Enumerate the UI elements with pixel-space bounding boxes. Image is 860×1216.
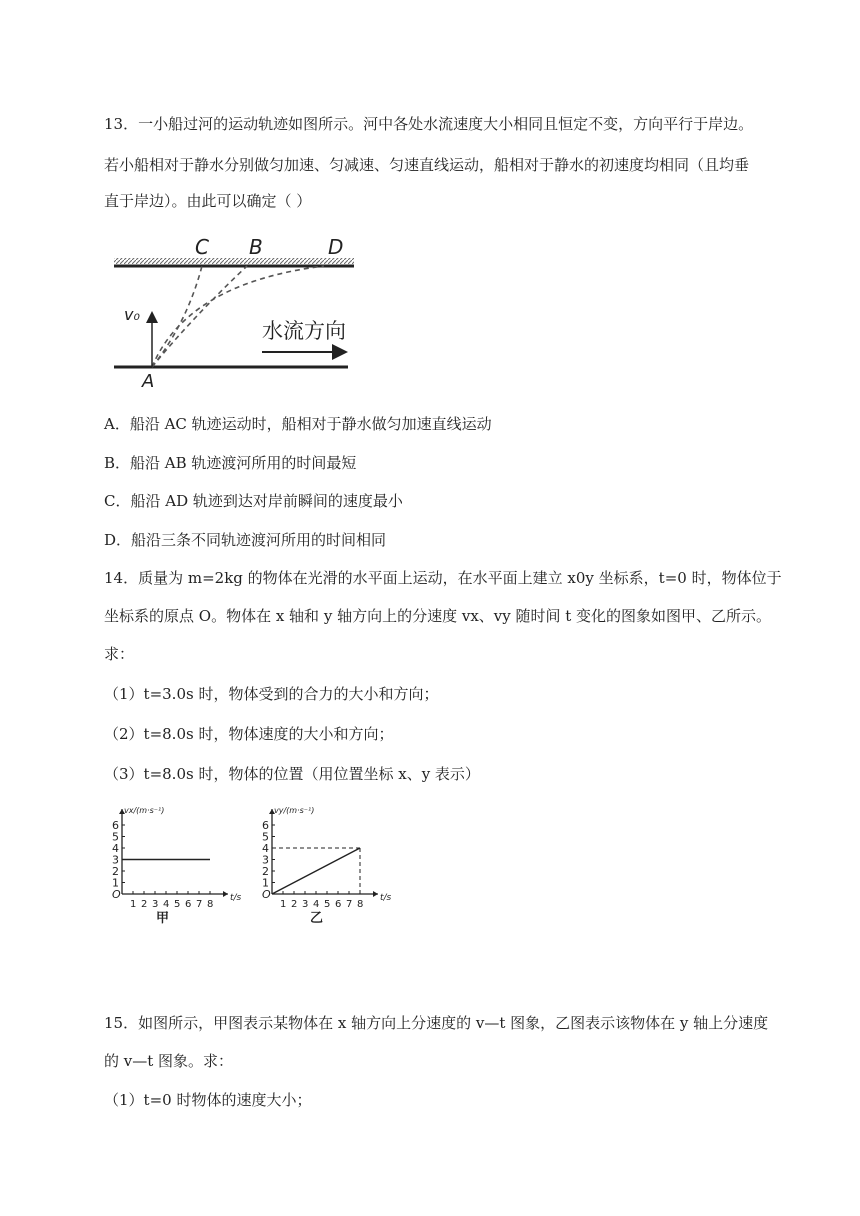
origin-label: O (112, 888, 121, 901)
q13-option-a: A．船沿 AC 轨迹运动时，船相对于静水做匀加速直线运动 (104, 415, 492, 433)
chart-title: 甲 (156, 911, 170, 926)
x-axis-label: t/s (230, 893, 242, 903)
q14-sub-3: （3）t=8.0s 时，物体的位置（用位置坐标 x、y 表示） (104, 765, 480, 783)
chart-vy-yi (250, 794, 400, 932)
y-tick-label: 4 (262, 842, 269, 855)
q13-line-1: 13．一小船过河的运动轨迹如图所示。河中各处水流速度大小相同且恒定不变，方向平行于岸边。 (104, 115, 754, 133)
chart-title: 乙 (310, 911, 324, 926)
x-tick-label: 6 (335, 899, 342, 910)
q13-line-3: 直于岸边）。由此可以确定（ ） (104, 192, 312, 210)
q13-option-d: D．船沿三条不同轨迹渡河所用的时间相同 (104, 531, 387, 549)
x-tick-label: 5 (174, 899, 181, 910)
y-tick-label: 6 (112, 819, 119, 832)
label-d: D (328, 235, 344, 259)
y-axis-label: vx/(m·s⁻¹) (124, 806, 165, 815)
y-tick-label: 3 (112, 853, 119, 867)
x-axis-arrow-icon (223, 891, 228, 897)
q15-sub-1: （1）t=0 时物体的速度大小； (104, 1091, 312, 1109)
y-tick-label: 2 (262, 865, 269, 878)
x-axis-arrow-icon (373, 891, 378, 897)
x-tick-label: 1 (130, 899, 137, 910)
x-axis-label: t/s (380, 893, 392, 903)
label-b: B (249, 235, 263, 259)
y-tick-label: 3 (262, 853, 269, 867)
trajectory-ab (152, 266, 247, 367)
x-tick-label: 2 (141, 899, 148, 910)
x-tick-label: 8 (207, 899, 214, 910)
far-bank-hatch (114, 258, 354, 264)
y-tick-label: 6 (262, 819, 269, 832)
q14-line-1: 14．质量为 m=2kg 的物体在光滑的水平面上运动，在水平面上建立 x0y 坐标系，t=0 时，物体位于 (104, 569, 782, 587)
trajectory-ac (152, 266, 202, 367)
x-tick-label: 4 (163, 899, 170, 910)
origin-label: O (262, 888, 271, 901)
q14-line-3: 求： (104, 645, 135, 663)
x-tick-label: 7 (346, 899, 353, 910)
series-line (272, 848, 360, 894)
q15-line-2: 的 v—t 图象。求： (104, 1052, 234, 1070)
x-tick-label: 3 (302, 899, 309, 910)
y-axis-label: vy/(m·s⁻¹) (274, 806, 315, 815)
q14-sub-1: （1）t=3.0s 时，物体受到的合力的大小和方向； (104, 685, 439, 703)
x-tick-label: 8 (357, 899, 364, 910)
x-tick-label: 5 (324, 899, 331, 910)
current-direction-label: 水流方向 (262, 319, 346, 343)
label-c: C (195, 235, 209, 259)
label-a: A (142, 371, 155, 392)
y-tick-label: 5 (112, 830, 119, 844)
y-tick-label: 5 (262, 830, 269, 844)
q13-line-2: 若小船相对于静水分别做匀加速、匀减速、匀速直线运动，船相对于静水的初速度均相同（且均垂 (104, 156, 750, 174)
q13-option-c: C．船沿 AD 轨迹到达对岸前瞬间的速度最小 (104, 492, 403, 510)
q14-sub-2: （2）t=8.0s 时，物体速度的大小和方向； (104, 725, 394, 743)
y-tick-label: 1 (262, 876, 269, 890)
x-tick-label: 4 (313, 899, 320, 910)
x-tick-label: 3 (152, 899, 159, 910)
x-tick-label: 2 (291, 899, 298, 910)
q13-option-b: B．船沿 AB 轨迹渡河所用的时间最短 (104, 454, 357, 472)
y-tick-label: 4 (112, 842, 119, 855)
x-tick-label: 7 (196, 899, 203, 910)
river-crossing-figure (112, 228, 362, 393)
y-tick-label: 1 (112, 876, 119, 890)
y-tick-label: 2 (112, 865, 119, 878)
chart-vx-jia (100, 794, 240, 932)
x-tick-label: 6 (185, 899, 192, 910)
q15-line-1: 15．如图所示，甲图表示某物体在 x 轴方向上分速度的 v—t 图象，乙图表示该物体在 y 轴上分速度 (104, 1014, 769, 1032)
label-v0: v₀ (124, 305, 140, 324)
q14-line-2: 坐标系的原点 O。物体在 x 轴和 y 轴方向上的分速度 vx、vy 随时间 t 变化的图象如图甲、乙所示。 (104, 607, 772, 625)
x-tick-label: 1 (280, 899, 287, 910)
